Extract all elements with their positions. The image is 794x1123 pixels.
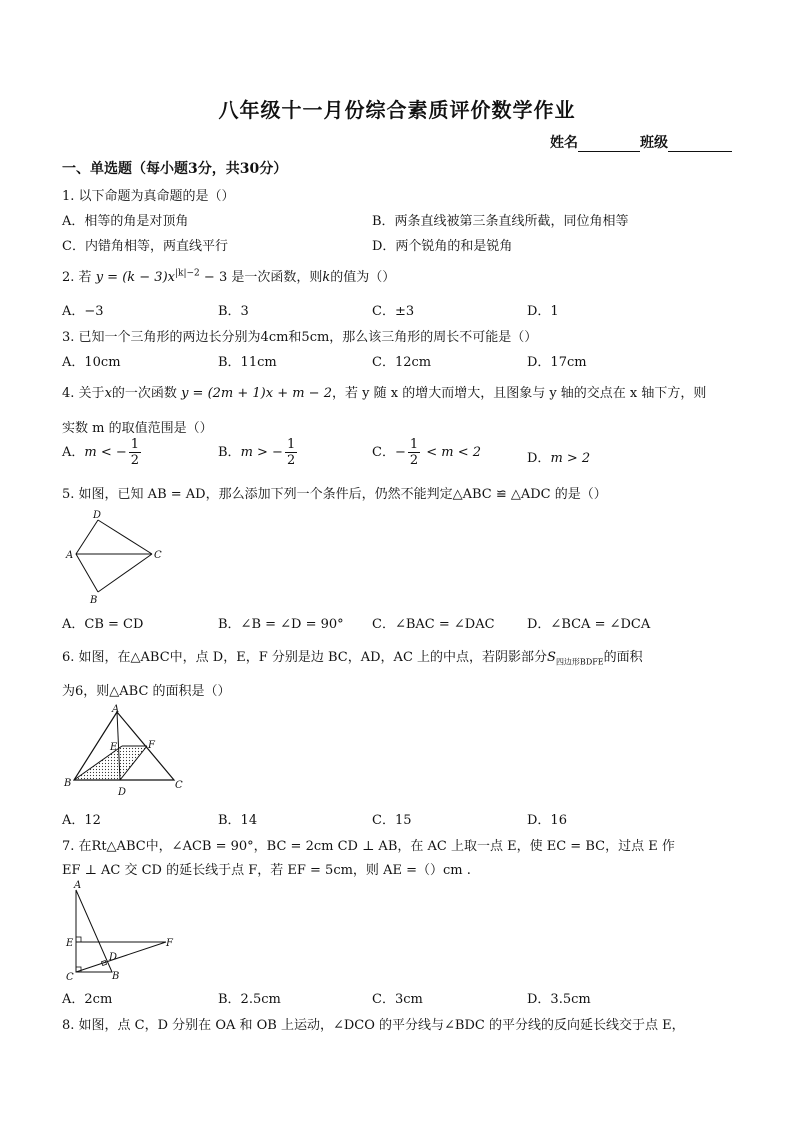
option-expr: m < − — [84, 445, 127, 460]
variable: k — [322, 270, 331, 285]
option-d: D．17cm — [527, 355, 587, 370]
option-b — [218, 437, 299, 468]
area-symbol: S — [547, 650, 556, 665]
option-b: B．∠B = ∠D = 90° — [218, 617, 344, 632]
question-4 — [62, 382, 706, 401]
numerator: 1 — [409, 437, 419, 452]
question-7-line2: EF ⊥ AC 交 CD 的延长线于点 F，若 EF = 5cm，则 AE =（）cm . — [62, 863, 471, 878]
option-label: B． — [218, 445, 241, 460]
label-b: B — [64, 778, 72, 789]
option-d: D．16 — [527, 813, 567, 828]
option-label: A． — [62, 445, 85, 460]
class-label: 班级 — [640, 135, 668, 151]
option-label: D． — [527, 451, 551, 466]
denominator: 2 — [130, 453, 140, 468]
option-c: C．内错角相等，两直线平行 — [62, 239, 228, 254]
option-b: B．2.5cm — [218, 992, 281, 1007]
label-d: D — [93, 510, 102, 521]
option-expr: − — [394, 445, 406, 460]
label-c: C — [175, 780, 183, 791]
option-c: C．±3 — [372, 304, 415, 319]
label-b: B — [90, 595, 98, 606]
option-expr-tail: < m < 2 — [422, 445, 482, 460]
question-number: 4. — [62, 386, 75, 401]
question-7 — [62, 835, 675, 854]
question-post: 是一次函数，则 — [231, 270, 323, 285]
section-heading: 一、单选题（每小题3分，共30分） — [62, 161, 288, 177]
option-c: C．3cm — [372, 992, 423, 1007]
question-number: 8. — [62, 1018, 75, 1033]
formula-tail: − 3 — [199, 270, 228, 285]
option-d: D．1 — [527, 304, 559, 319]
option-b: B．两条直线被第三条直线所截，同位角相等 — [372, 214, 629, 229]
option-b: B．3 — [218, 304, 249, 319]
area-subscript: 四边形BDFE — [555, 657, 604, 667]
class-blank — [668, 137, 732, 152]
option-label: C． — [372, 445, 395, 460]
question-post2: 的值为（） — [330, 270, 396, 285]
question-6 — [62, 646, 643, 668]
option-a: A．CB = CD — [62, 617, 144, 632]
question-text: 如图，点 C，D 分别在 OA 和 OB 上运动，∠DCO 的平分线与∠BDC 的平分线的反向延长线交于点 E， — [78, 1018, 685, 1033]
name-blank — [578, 137, 640, 152]
fraction — [285, 437, 297, 468]
formula-exponent: |k|−2 — [175, 268, 200, 279]
denominator: 2 — [286, 453, 296, 468]
figure-q7-right-triangle — [62, 880, 182, 985]
question-number: 3. — [62, 330, 75, 345]
label-a: A — [66, 550, 74, 561]
variable: x — [104, 386, 112, 401]
question-6-line2: 为6，则△ABC 的面积是（） — [62, 684, 231, 699]
question-3 — [62, 326, 537, 345]
label-e: E — [110, 742, 118, 753]
question-text: 已知一个三角形的两边长分别为4cm和5cm，那么该三角形的周长不可能是（） — [78, 330, 538, 345]
option-c: C．∠BAC = ∠DAC — [372, 617, 495, 632]
option-b: B．11cm — [218, 355, 277, 370]
figure-q6-triangle — [62, 702, 192, 800]
option-c: C．12cm — [372, 355, 432, 370]
option-a: A．相等的角是对顶角 — [62, 214, 189, 229]
label-c: C — [154, 550, 162, 561]
question-mid: 的一次函数 — [111, 386, 177, 401]
question-text: 如图，在△ABC中，点 D，E，F 分别是边 BC，AD，AC 上的中点，若阴影部分 — [78, 650, 548, 665]
question-pre: 若 — [78, 270, 92, 285]
formula: y = (k − 3)x — [95, 270, 175, 285]
option-a — [62, 437, 143, 468]
label-e: E — [66, 938, 74, 949]
label-a: A — [74, 880, 82, 891]
option-d: D．3.5cm — [527, 992, 591, 1007]
question-text: 如图，已知 AB = AD，那么添加下列一个条件后，仍然不能判定△ABC ≌ △ADC 的是（） — [78, 487, 607, 502]
option-expr: m > − — [240, 445, 283, 460]
question-post: ，若 y 随 x 的增大而增大，且图象与 y 轴的交点在 x 轴下方，则 — [331, 386, 707, 401]
label-c: C — [66, 972, 74, 983]
question-number: 7. — [62, 839, 75, 854]
page-title: 八年级十一月份综合素质评价数学作业 — [218, 98, 576, 122]
question-number: 5. — [62, 487, 75, 502]
student-info-row — [550, 132, 732, 152]
question-number: 6. — [62, 650, 75, 665]
question-text: 以下命题为真命题的是（） — [78, 189, 235, 204]
question-number: 2. — [62, 270, 75, 285]
label-d: D — [109, 952, 118, 963]
question-number: 1. — [62, 189, 75, 204]
option-d: D．两个锐角的和是锐角 — [372, 239, 513, 254]
denominator: 2 — [409, 453, 419, 468]
option-expr: m > 2 — [550, 451, 591, 466]
question-pre: 关于 — [78, 386, 105, 401]
label-f: F — [148, 740, 155, 751]
option-c — [372, 437, 481, 468]
option-d — [527, 447, 590, 466]
option-a: A．10cm — [62, 355, 121, 370]
option-c: C．15 — [372, 813, 412, 828]
numerator: 1 — [130, 437, 140, 452]
question-1 — [62, 185, 235, 204]
question-2 — [62, 266, 395, 285]
fraction — [129, 437, 141, 468]
figure-q5-quadrilateral — [62, 506, 172, 606]
name-label: 姓名 — [550, 135, 578, 151]
numerator: 1 — [286, 437, 296, 452]
question-5 — [62, 483, 607, 502]
label-d: D — [118, 787, 127, 798]
option-b: B．14 — [218, 813, 258, 828]
label-f: F — [166, 938, 173, 949]
question-text: 在Rt△ABC中，∠ACB = 90°，BC = 2cm CD ⊥ AB，在 AC 上取一点 E，使 EC = BC，过点 E 作 — [78, 839, 675, 854]
formula: y = (2m + 1)x + m − 2 — [181, 386, 332, 401]
label-b: B — [112, 971, 120, 982]
label-a: A — [112, 704, 120, 715]
fraction — [408, 437, 420, 468]
question-8 — [62, 1014, 685, 1033]
question-4-line2: 实数 m 的取值范围是（） — [62, 421, 213, 436]
option-d: D．∠BCA = ∠DCA — [527, 617, 651, 632]
option-a: A．2cm — [62, 992, 113, 1007]
option-a: A．12 — [62, 813, 101, 828]
question-post: 的面积 — [603, 650, 643, 665]
option-a: A．−3 — [62, 304, 104, 319]
